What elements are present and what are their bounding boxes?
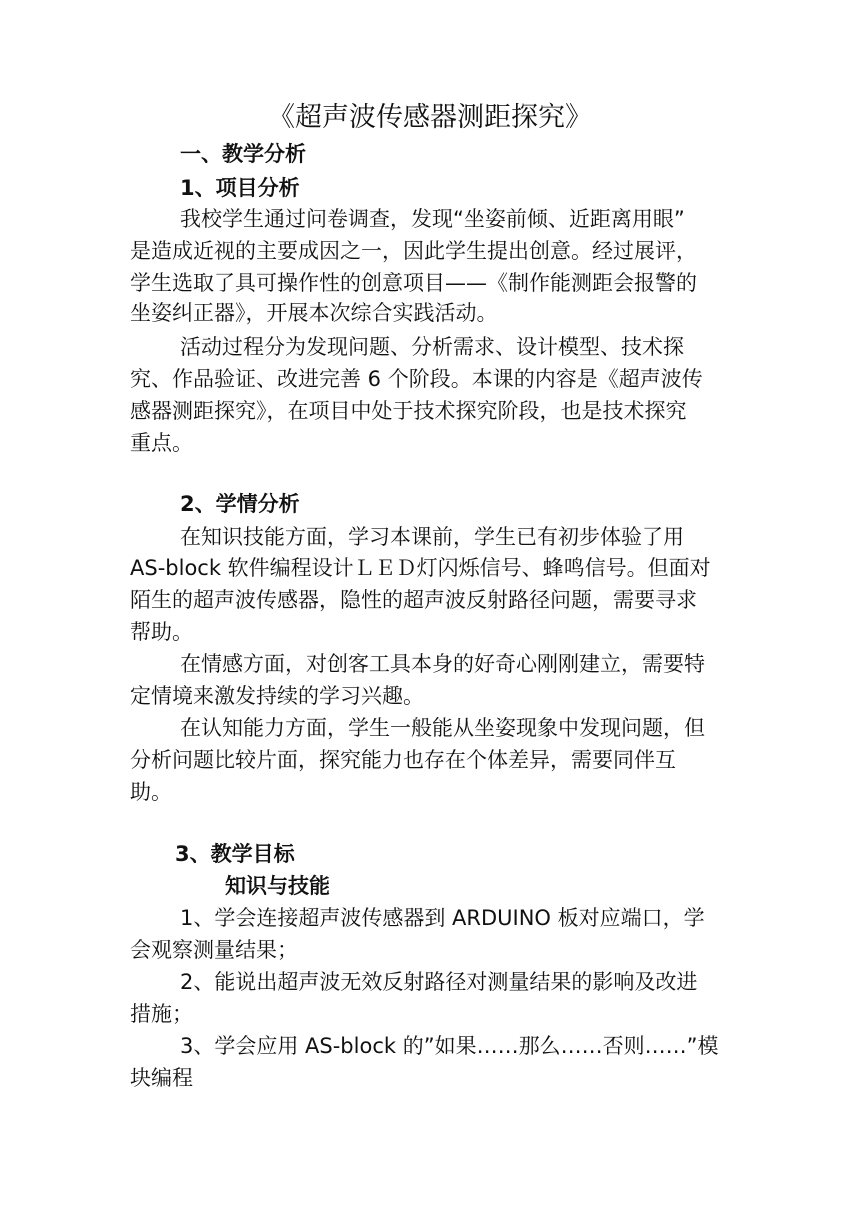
subsection-heading-project-analysis: 1、项目分析: [180, 176, 300, 200]
paragraph-line: 陌生的超声波传感器，隐性的超声波反射路径问题，需要寻求: [130, 588, 697, 612]
paragraph-line: 帮助。: [130, 620, 193, 644]
section-heading-teaching-analysis: 一、教学分析: [180, 142, 306, 166]
paragraph-line: 在认知能力方面，学生一般能从坐姿现象中发现问题，但: [180, 716, 705, 740]
list-item-line: 2、能说出超声波无效反射路径对测量结果的影响及改进: [180, 970, 698, 994]
list-item-line: 会观察测量结果；: [130, 938, 298, 962]
list-item-line: 块编程: [130, 1066, 193, 1090]
paragraph-line: 重点。: [130, 431, 193, 455]
subsection-heading-learner-analysis: 2、学情分析: [180, 492, 300, 516]
paragraph-line: 活动过程分为发现问题、分析需求、设计模型、技术探: [180, 335, 684, 359]
paragraph-line: 感器测距探究》，在项目中处于技术探究阶段，也是技术探究: [130, 399, 687, 423]
paragraph-line: 是造成近视的主要成因之一，因此学生提出创意。经过展评，: [130, 239, 697, 263]
paragraph-line: 究、作品验证、改进完善 6 个阶段。本课的内容是《超声波传: [130, 367, 703, 391]
paragraph-line: 在知识技能方面，学习本课前，学生已有初步体验了用: [180, 525, 684, 549]
paragraph-line: AS-block 软件编程设计ＬＥＤ灯闪烁信号、蜂鸣信号。但面对: [130, 556, 711, 580]
subsection-heading-teaching-goals: 3、教学目标: [175, 842, 295, 866]
paragraph-line: 定情境来激发持续的学习兴趣。: [130, 684, 424, 708]
list-item-line: 3、学会应用 AS-block 的”如果……那么……否则……”模: [180, 1034, 719, 1058]
paragraph-line: 学生选取了具可操作性的创意项目——《制作能测距会报警的: [130, 271, 697, 295]
paragraph-line: 在情感方面，对创客工具本身的好奇心刚刚建立，需要特: [180, 652, 705, 676]
list-item-line: 措施；: [130, 1002, 193, 1026]
paragraph-line: 我校学生通过问卷调查，发现“坐姿前倾、近距离用眼”: [180, 207, 685, 231]
document-title: 《超声波传感器测距探究》: [268, 102, 592, 133]
paragraph-line: 分析问题比较片面，探究能力也存在个体差异，需要同伴互: [130, 748, 676, 772]
paragraph-line: 助。: [130, 780, 172, 804]
list-item-line: 1、学会连接超声波传感器到 ARDUINO 板对应端口，学: [180, 906, 705, 930]
subheading-knowledge-and-skills: 知识与技能: [225, 874, 330, 898]
paragraph-line: 坐姿纠正器》，开展本次综合实践活动。: [130, 301, 498, 325]
